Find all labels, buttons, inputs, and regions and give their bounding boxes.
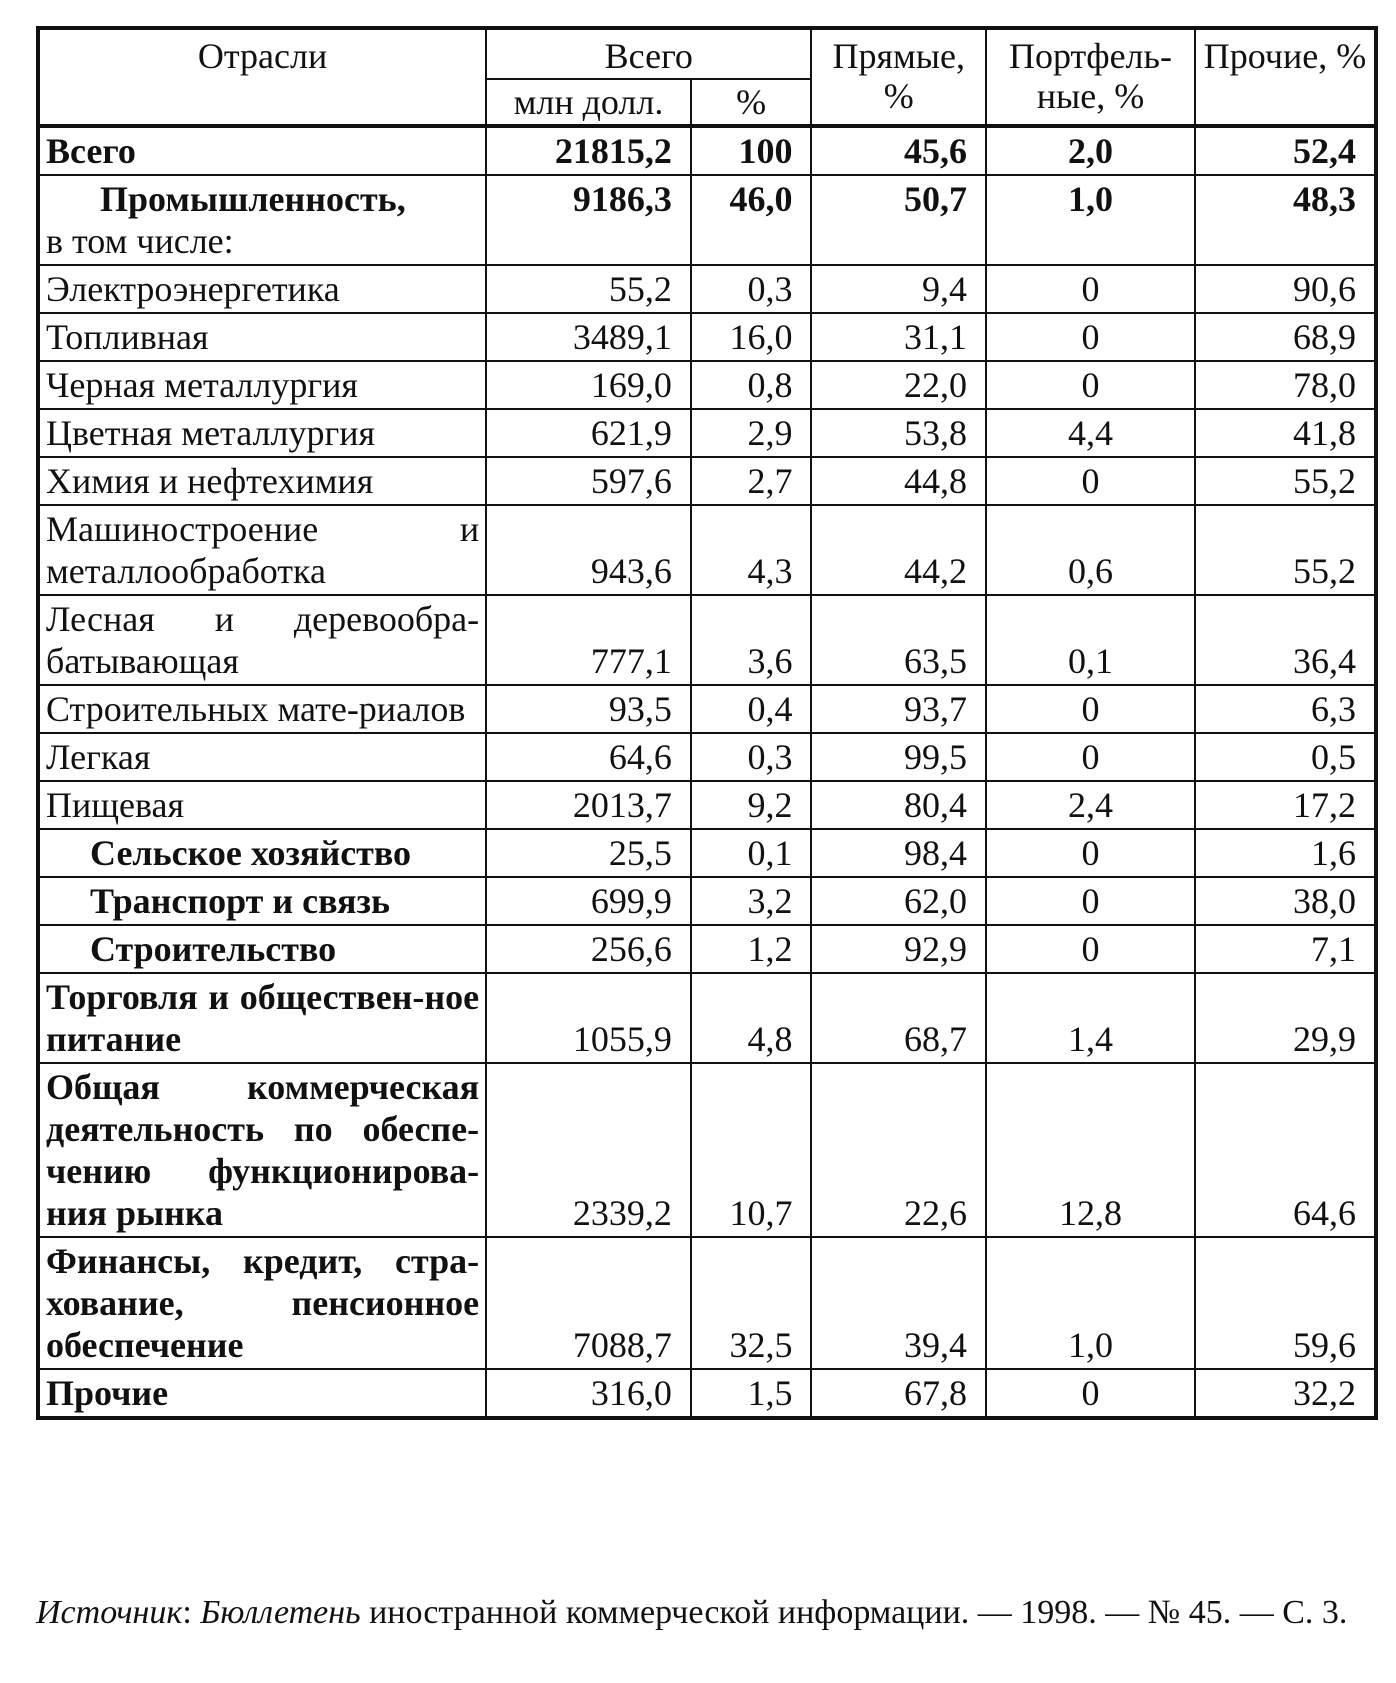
cell-direct: 44,2 [811, 505, 986, 595]
table-row [38, 781, 1376, 829]
header-total: Всего [486, 28, 811, 79]
cell-pct: 2,9 [691, 409, 812, 457]
cell-pct: 0,8 [691, 361, 812, 409]
cell-direct: 22,6 [811, 1063, 986, 1237]
cell-pct: 16,0 [691, 313, 812, 361]
cell-pct: 0,1 [691, 829, 812, 877]
row-name: Строительных мате-риалов [38, 685, 486, 733]
row-subtitle: в том числе: [46, 221, 234, 261]
table-row [38, 361, 1376, 409]
header-total-mln: млн долл. [486, 79, 691, 126]
row-name: Всего [38, 126, 486, 175]
source-colon: : [182, 1594, 192, 1631]
cell-other: 55,2 [1195, 457, 1376, 505]
source-footnote [36, 1590, 1378, 1636]
cell-pct: 100 [691, 126, 812, 175]
cell-other: 64,6 [1195, 1063, 1376, 1237]
cell-mln: 169,0 [486, 361, 691, 409]
table-row [38, 877, 1376, 925]
table-row [38, 1369, 1376, 1418]
cell-other: 52,4 [1195, 126, 1376, 175]
cell-other: 32,2 [1195, 1369, 1376, 1418]
cell-pct: 1,5 [691, 1369, 812, 1418]
row-name: Промышленность, [100, 179, 406, 219]
cell-portfolio: 0 [986, 925, 1195, 973]
cell-mln: 55,2 [486, 265, 691, 313]
cell-direct: 53,8 [811, 409, 986, 457]
row-name: Легкая [38, 733, 486, 781]
row-name: Строительство [38, 925, 486, 973]
cell-portfolio: 0 [986, 265, 1195, 313]
table-row [38, 685, 1376, 733]
cell-other: 59,6 [1195, 1237, 1376, 1369]
cell-other: 38,0 [1195, 877, 1376, 925]
cell-direct: 98,4 [811, 829, 986, 877]
row-name: Лесная и деревообра-батывающая [38, 595, 486, 685]
cell-mln: 2339,2 [486, 1063, 691, 1237]
cell-pct: 4,8 [691, 973, 812, 1063]
cell-other: 90,6 [1195, 265, 1376, 313]
cell-other: 17,2 [1195, 781, 1376, 829]
cell-mln: 316,0 [486, 1369, 691, 1418]
cell-portfolio: 0 [986, 685, 1195, 733]
cell-other: 7,1 [1195, 925, 1376, 973]
header-branch: Отрасли [38, 28, 486, 126]
cell-mln: 943,6 [486, 505, 691, 595]
header-other: Прочие, % [1195, 28, 1376, 126]
row-name: Цветная металлургия [38, 409, 486, 457]
cell-portfolio: 0 [986, 733, 1195, 781]
cell-direct: 39,4 [811, 1237, 986, 1369]
table-row [38, 829, 1376, 877]
row-name: Пищевая [38, 781, 486, 829]
row-name: Общая коммерческая деятельность по обеспе-чению функционирова-ния рынка [38, 1063, 486, 1237]
cell-pct: 1,2 [691, 925, 812, 973]
cell-pct: 32,5 [691, 1237, 812, 1369]
cell-direct: 31,1 [811, 313, 986, 361]
cell-other: 1,6 [1195, 829, 1376, 877]
table-row [38, 409, 1376, 457]
row-name: Торговля и обществен-ное питание [38, 973, 486, 1063]
cell-other: 41,8 [1195, 409, 1376, 457]
cell-direct: 67,8 [811, 1369, 986, 1418]
cell-portfolio: 0 [986, 829, 1195, 877]
cell-pct: 9,2 [691, 781, 812, 829]
cell-other: 6,3 [1195, 685, 1376, 733]
cell-pct: 0,3 [691, 265, 812, 313]
cell-mln: 621,9 [486, 409, 691, 457]
cell-pct: 0,3 [691, 733, 812, 781]
cell-mln: 3489,1 [486, 313, 691, 361]
cell-mln: 2013,7 [486, 781, 691, 829]
source-details: иностранной коммерческой информации. — 1998. — № 45. — С. 3. [360, 1594, 1348, 1631]
row-name: Прочие [38, 1369, 486, 1418]
row-name: Электроэнергетика [38, 265, 486, 313]
header-portfolio: Портфель-ные, % [986, 28, 1195, 126]
cell-pct: 0,4 [691, 685, 812, 733]
cell-direct: 9,4 [811, 265, 986, 313]
cell-other: 29,9 [1195, 973, 1376, 1063]
cell-portfolio: 1,4 [986, 973, 1195, 1063]
header-row-1 [38, 28, 1376, 79]
cell-portfolio: 0,1 [986, 595, 1195, 685]
cell-portfolio: 0 [986, 457, 1195, 505]
cell-mln: 699,9 [486, 877, 691, 925]
cell-direct: 22,0 [811, 361, 986, 409]
cell-direct: 92,9 [811, 925, 986, 973]
bulletin-title: Бюллетень [200, 1594, 361, 1631]
table-row [38, 595, 1376, 685]
table-row [38, 265, 1376, 313]
cell-mln: 64,6 [486, 733, 691, 781]
cell-mln: 9186,3 [486, 175, 691, 265]
row-name-cell [38, 175, 486, 265]
table-row [38, 505, 1376, 595]
cell-mln: 1055,9 [486, 973, 691, 1063]
cell-direct: 68,7 [811, 973, 986, 1063]
cell-portfolio: 0 [986, 1369, 1195, 1418]
cell-portfolio: 12,8 [986, 1063, 1195, 1237]
cell-mln: 25,5 [486, 829, 691, 877]
cell-other: 78,0 [1195, 361, 1376, 409]
cell-pct: 2,7 [691, 457, 812, 505]
cell-other: 36,4 [1195, 595, 1376, 685]
cell-mln: 597,6 [486, 457, 691, 505]
cell-portfolio: 0,6 [986, 505, 1195, 595]
row-name: Финансы, кредит, стра-хование, пенсионное обеспечение [38, 1237, 486, 1369]
table-row [38, 1063, 1376, 1237]
cell-portfolio: 1,0 [986, 175, 1195, 265]
row-name: Транспорт и связь [38, 877, 486, 925]
cell-portfolio: 0 [986, 361, 1195, 409]
cell-mln: 777,1 [486, 595, 691, 685]
header-total-pct: % [691, 79, 812, 126]
cell-direct: 50,7 [811, 175, 986, 265]
row-name: Машиностроение и металлообработка [38, 505, 486, 595]
cell-other: 48,3 [1195, 175, 1376, 265]
cell-direct: 93,7 [811, 685, 986, 733]
cell-pct: 46,0 [691, 175, 812, 265]
cell-portfolio: 4,4 [986, 409, 1195, 457]
table-row [38, 126, 1376, 175]
row-name: Топливная [38, 313, 486, 361]
cell-pct: 3,2 [691, 877, 812, 925]
cell-portfolio: 0 [986, 877, 1195, 925]
cell-direct: 63,5 [811, 595, 986, 685]
table-row [38, 457, 1376, 505]
table-row [38, 175, 1376, 265]
table-row [38, 973, 1376, 1063]
cell-portfolio: 2,4 [986, 781, 1195, 829]
cell-pct: 3,6 [691, 595, 812, 685]
cell-direct: 62,0 [811, 877, 986, 925]
cell-other: 68,9 [1195, 313, 1376, 361]
cell-direct: 45,6 [811, 126, 986, 175]
cell-pct: 10,7 [691, 1063, 812, 1237]
cell-mln: 256,6 [486, 925, 691, 973]
row-name: Химия и нефтехимия [38, 457, 486, 505]
cell-portfolio: 0 [986, 313, 1195, 361]
cell-direct: 80,4 [811, 781, 986, 829]
cell-other: 55,2 [1195, 505, 1376, 595]
header-direct: Прямые, % [811, 28, 986, 126]
row-name: Сельское хозяйство [38, 829, 486, 877]
investment-table [36, 26, 1378, 1420]
table-row [38, 1237, 1376, 1369]
cell-portfolio: 1,0 [986, 1237, 1195, 1369]
cell-portfolio: 2,0 [986, 126, 1195, 175]
table-row [38, 733, 1376, 781]
cell-pct: 4,3 [691, 505, 812, 595]
table-row [38, 925, 1376, 973]
table-row [38, 313, 1376, 361]
cell-mln: 21815,2 [486, 126, 691, 175]
cell-mln: 93,5 [486, 685, 691, 733]
cell-direct: 99,5 [811, 733, 986, 781]
cell-other: 0,5 [1195, 733, 1376, 781]
cell-mln: 7088,7 [486, 1237, 691, 1369]
source-label: Источник [36, 1594, 183, 1631]
row-name: Черная металлургия [38, 361, 486, 409]
cell-direct: 44,8 [811, 457, 986, 505]
